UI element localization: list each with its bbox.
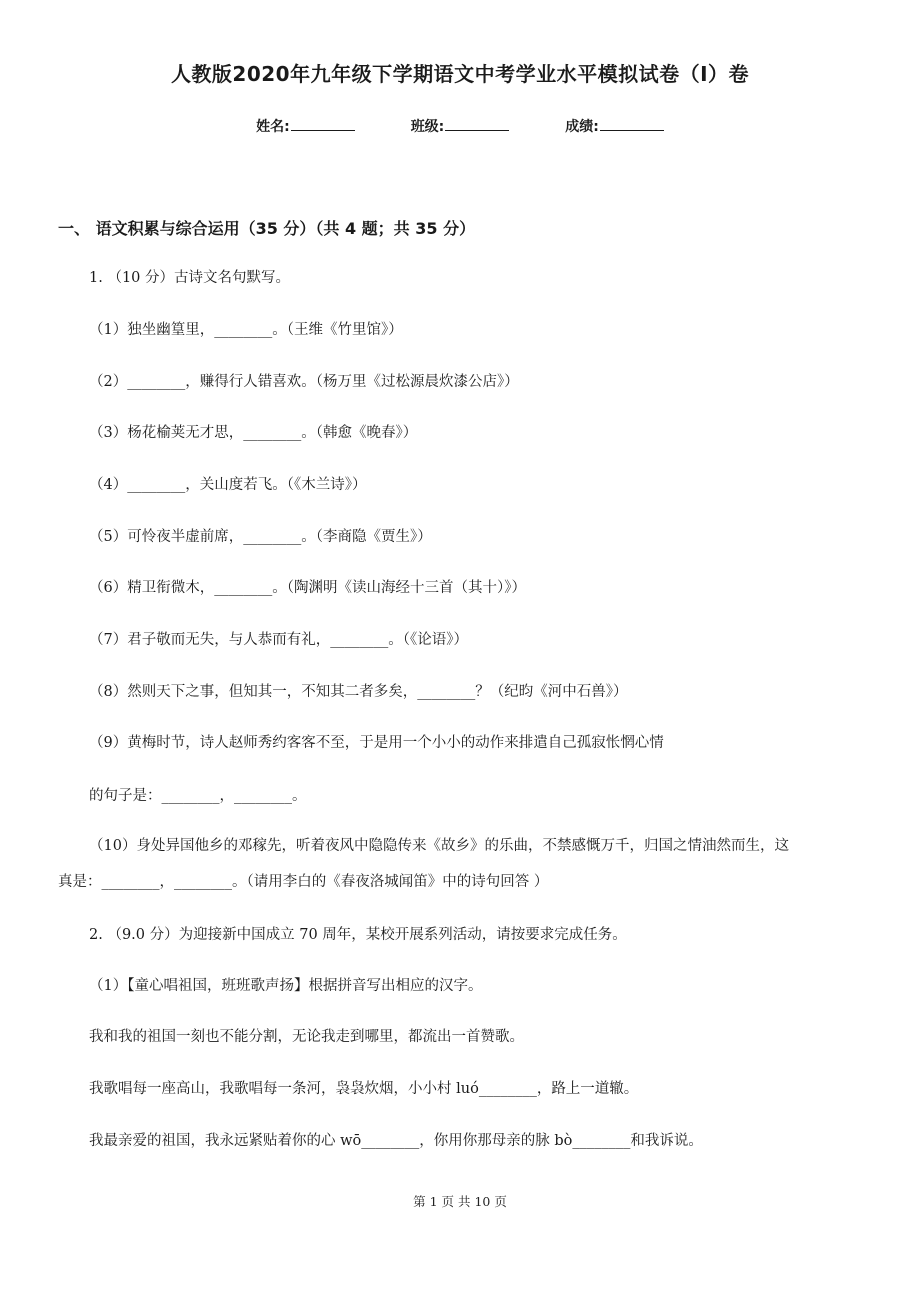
question-1-item: （1）独坐幽篁里，________。（王维《竹里馆》） <box>89 322 403 338</box>
question-1-item-cont: 的句子是：________，________。 <box>89 788 307 804</box>
score-label: 成绩: <box>565 119 599 135</box>
name-label: 姓名: <box>256 119 290 135</box>
score-field[interactable] <box>565 116 664 136</box>
name-field[interactable] <box>256 116 355 136</box>
question-1-item: （4）________，关山度若飞。（《木兰诗》） <box>89 477 367 493</box>
question-1-item: （2）________，赚得行人错喜欢。（杨万里《过松源晨炊漆公店》） <box>89 374 519 390</box>
question-2-stem: 2. （9.0 分）为迎接新中国成立 70 周年，某校开展系列活动，请按要求完成任务。 <box>89 927 627 943</box>
question-2-text: 我和我的祖国一刻也不能分割，无论我走到哪里，都流出一首赞歌。 <box>89 1029 524 1045</box>
question-1-item: （6）精卫衔微木，________。（陶渊明《读山海经十三首（其十）》） <box>89 580 526 596</box>
section-heading: 一、 语文积累与综合运用（35 分）（共 4 题；共 35 分） <box>58 219 476 238</box>
exam-title: 人教版2020年九年级下学期语文中考学业水平模拟试卷（I）卷 <box>170 62 750 86</box>
name-blank[interactable] <box>291 116 355 131</box>
question-1-item: （10）身处异国他乡的邓稼先，听着夜风中隐隐传来《故乡》的乐曲，不禁感慨万千，归国之情油然而生，这 <box>89 838 789 854</box>
question-2-text: 我最亲爱的祖国，我永远紧贴着你的心 wō________，你用你那母亲的脉 bò________和我诉说。 <box>89 1133 703 1149</box>
student-info-row <box>0 116 920 136</box>
question-2-text: 我歌唱每一座高山，我歌唱每一条河，袅袅炊烟，小小村 luó________，路上一道辙。 <box>89 1081 639 1097</box>
question-1-item: （8）然则天下之事，但知其一，不知其二者多矣，________？（纪昀《河中石兽》） <box>89 684 628 700</box>
question-2-item: （1）【童心唱祖国，班班歌声扬】根据拼音写出相应的汉字。 <box>89 978 483 994</box>
question-1-item-cont: 真是：________，________。（请用李白的《春夜洛城闻笛》中的诗句回答 ） <box>58 874 549 890</box>
class-field[interactable] <box>411 116 510 136</box>
class-blank[interactable] <box>445 116 509 131</box>
question-1-item: （3）杨花榆荚无才思，________。（韩愈《晚春》） <box>89 425 418 441</box>
question-1-item: （9）黄梅时节，诗人赵师秀约客客不至，于是用一个小小的动作来排遣自己孤寂怅惘心情 <box>89 735 664 751</box>
question-1-stem: 1. （10 分）古诗文名句默写。 <box>89 270 291 286</box>
class-label: 班级: <box>410 119 445 135</box>
score-blank[interactable] <box>600 116 664 131</box>
page-footer: 第 1 页 共 10 页 <box>413 1194 507 1209</box>
question-1-item: （5）可怜夜半虚前席，________。（李商隐《贾生》） <box>89 529 432 545</box>
question-1-item: （7）君子敬而无失，与人恭而有礼，________。（《论语》） <box>89 632 468 648</box>
